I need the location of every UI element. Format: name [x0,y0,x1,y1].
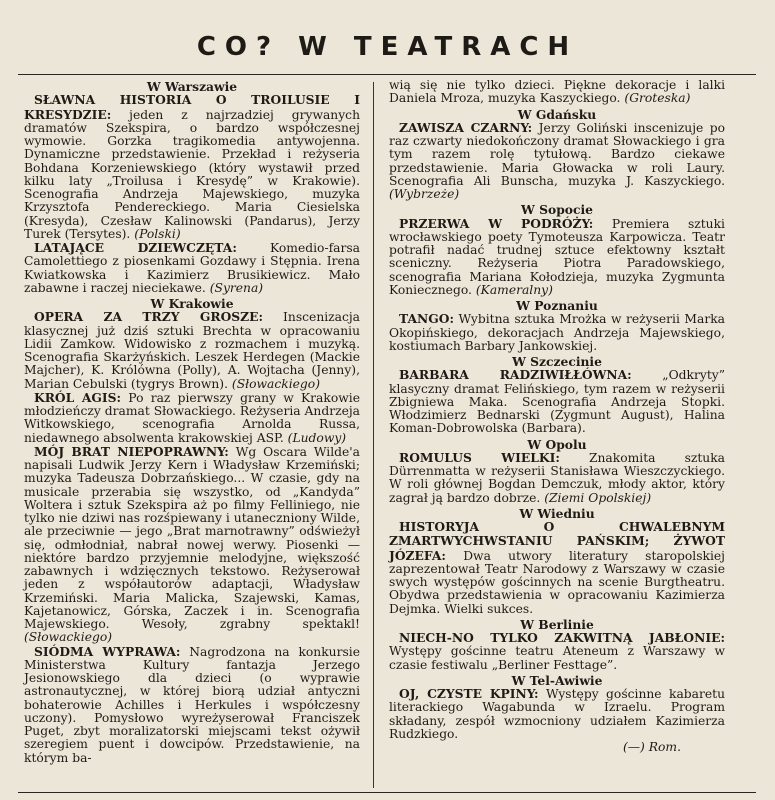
review-entry [24,310,360,391]
top-rule [18,74,756,75]
city-heading: W Poznaniu [516,298,598,313]
review-entry [24,93,360,241]
review-entry [24,241,360,295]
play-title: KRÓL AGIS: [34,389,122,405]
review-text: wią się nie tylko dzieci. Piękne dekoracje i lalki Daniela Mroza, muzyka Kaszyckiego. [389,78,725,106]
theatre-name: (Wybrzeże) [389,187,460,201]
author-signature: (—) Rom. [622,740,681,754]
bottom-rule [18,792,756,793]
review-text: Jerzy Goliński inscenizuje po raz czwarty niedokończony dramat Słowackiego i gra tym razem rolę tytułową. Bardzo ciekawe przedstawienie. Maria Głowacka w roli Laury. Scenografia Ali Bunscha, muzyka J. Kaszyckiego. [389,120,726,188]
review-text: Wg Oscara Wilde'a napisali Ludwik Jerzy Kern i Władysław Krzemiński; muzyka Tadeusza Dobrzańskiego... W czasie, gdy na musicale przerabia się wszystko, od „Kandyda” Woltera i sztuk Szekspira aż po filmy Felliniego, nie tylko nie dziwi nas rozśpiewany i utaneczniony Wilde, ale przeciwnie — jego „Brat marnotrawny” odświeżył się, odmłodniał, nabrał nowej werwy. Piosenki — niektóre bardzo przyjemnie melodyjne, większość zabawnych i wdzięcznych tekstowo. Reżyserował jeden z współautorów adaptacji, Władysław Krzemiński. Maria Malicka, Szajewski, Kamas, Kajetanowicz, Górska, Zaczek i in. Scenografia Majewskiego. Wesoły, zgrabny spektakl! [24,444,360,631]
review-entry [389,451,725,505]
review-entry [389,217,725,298]
review-text: Występy gościnne teatru Ateneum z Warszawy w czasie festiwalu „Berliner Festtage”. [389,644,725,672]
review-text: jeden z najrzadziej grywanych dramatów Szekspira, o bardzo współczesnej wymowie. Gorzka tragikomedia antywojenna. Dynamiczne przedstawienie. Przekład i reżyseria Bohdana Korzeniewskiego (który wystawił przed kilku laty „Troilusa i Kresydę” w Krakowie). Scenografia Andrzeja Majewskiego, muzyka Krzysztofa Pendereckiego. Maria Ciesielska (Kresyda), Czesław Kalinowski (Pandarus), Jerzy Turek (Tersytes). [24,107,360,241]
city-heading: W Sopocie [521,202,593,218]
review-text: Występy gościnne kabaretu literackiego Wagabunda w Izraelu. Program składany, zespół wzmocniony udziałem Kazimierza Rudzkiego. [389,687,725,741]
review-text: „Odkryty” klasyczny dramat Felińskiego, tym razem w reżyserii Zbigniewa Maka. Scenografia Andrzeja Stopki. Włodzimierz Bednarski (Zygmunt August), Halina Koman-Dobrowolska (Barbara). [389,368,725,436]
review-text: Wybitna sztuka Mrożka w reżyserii Marka Okopińskiego, dekoracjach Andrzeja Majewskiego, kostiumach Barbary Jankowskiej. [389,312,725,353]
city-heading: W Tel-Awiwie [511,672,603,688]
play-title: NIECH-NO TYLKO ZAKWITNĄ JABŁONIE: [399,630,725,645]
review-text: Komedio-farsa Camolettiego z piosenkami Gozdawy i Stępnia. Irena Kwiatkowska i Kazimierz Brusikiewicz. Mało zabawne i raczej nieciekawe. [24,241,361,295]
review-entry [389,312,725,353]
play-title: MÓJ BRAT NIEPOPRAWNY: [34,443,229,459]
right-column [389,78,725,754]
review-text: Po raz pierwszy grany w Krakowie młodzieńczy dramat Słowackiego. Reżyseria Andrzeja Witkowskiego, scenografia Arnolda Russa, niedawnego absolwenta krakowskiej ASP. [24,390,360,445]
play-title: SŁAWNA HISTORIA O TROILUSIE I KRESYDZIE: [24,92,360,122]
city-heading: W Gdańsku [517,106,597,122]
review-entry [389,631,725,672]
page-title: CO? W TEATRACH [196,32,579,62]
review-text: Dwa utwory literatury staropolskiej zaprezentował Teatr Narodowy z Warszawy w czasie swych występów gościnnych na scenie Burgtheatru. Obydwa przedstawienia w opracowaniu Kazimierza Dejmka. Wielki sukces. [389,548,725,616]
review-text: Premiera sztuki wrocławskiego poety Tymoteusza Karpowicza. Teatr potrafił nadać trudnej sztuce efektowny kształt sceniczny. Reżyseria Piotra Paradowskiego, scenografia Mariana Kołodzieja, muzyka Zygmunta Koniecznego. [389,216,725,297]
review-text: Znakomita sztuka Dürrenmatta w reżyserii Stanisława Wieszczyckiego. W roli głównej Bogdan Demczuk, młody aktor, który zagrał ją bardzo dobrze. [389,450,725,505]
theatre-name: (Polski) [134,226,181,241]
theatre-name: (Kameralny) [475,282,553,297]
play-title: PRZERWA W PODRÓŻY: [399,215,594,231]
review-entry [389,520,725,616]
play-title: HISTORYJA O CHWALEBNYM ZMARTWYCHWSTANIU PAŃSKIM; ŻYWOT JÓZEFA: [389,519,725,563]
play-title: SIÓDMA WYPRAWA: [34,643,181,659]
theatre-name: (Syrena) [209,280,264,295]
city-heading: W Szczecinie [512,354,602,369]
column-divider [373,82,374,788]
play-title: OJ, CZYSTE KPINY: [399,686,539,701]
review-entry [389,687,725,741]
theatre-name: (Ludowy) [287,430,347,445]
theatre-name: (Słowackiego) [231,376,320,391]
theatre-name: (Groteska) [624,91,691,106]
review-text: Nagrodzona na konkursie Ministerstwa Kultury fantazja Jerzego Jesionowskiego dla dzieci (o wyprawie astronautycznej, w której biorą udział antyczni bohaterowie Achilles i Herkules i współczesny uczony). Pomysłowo wyreżyserował Franciszek Puget, zbyt moralizatorski miejscami tekst ożywił szeregiem puent i dowcipów. Przedstawienie, na którym ba- [24,644,360,765]
play-title: TANGO: [399,311,455,327]
review-entry [389,368,725,435]
review-entry [24,645,360,765]
review-entry [389,78,725,106]
review-entry [24,445,360,645]
city-heading: W Opolu [527,436,587,452]
play-title: LATAJĄCE DZIEWCZĘTA: [34,240,237,255]
theatre-name: (Słowackiego) [24,630,113,645]
theatre-name: (Ziemi Opolskiej) [544,490,652,505]
left-column [24,78,360,765]
city-heading: W Warszawie [146,79,238,94]
review-entry [389,121,725,202]
review-text: Inscenizacja klasycznej już dziś sztuki Brechta w opracowaniu Lidii Zamkow. Widowisko z rozmachem i muzyką. Scenografia Skarżyńskich. Leszek Herdegen (Mackie Majcher), K. Królówna (Polly), A. Wojtacha (Jenny), Marian Cebulski (tygrys Brown). [24,310,361,391]
city-heading: W Berlinie [520,616,594,632]
play-title: OPERA ZA TRZY GROSZE: [34,309,264,325]
play-title: ROMULUS WIELKI: [399,449,560,465]
play-title: ZAWISZA CZARNY: [399,119,533,135]
review-entry [24,391,360,445]
play-title: BARBARA RADZIWIŁŁÓWNA: [399,367,632,383]
city-heading: W Krakowie [150,296,234,311]
city-heading: W Wiedniu [519,505,595,521]
